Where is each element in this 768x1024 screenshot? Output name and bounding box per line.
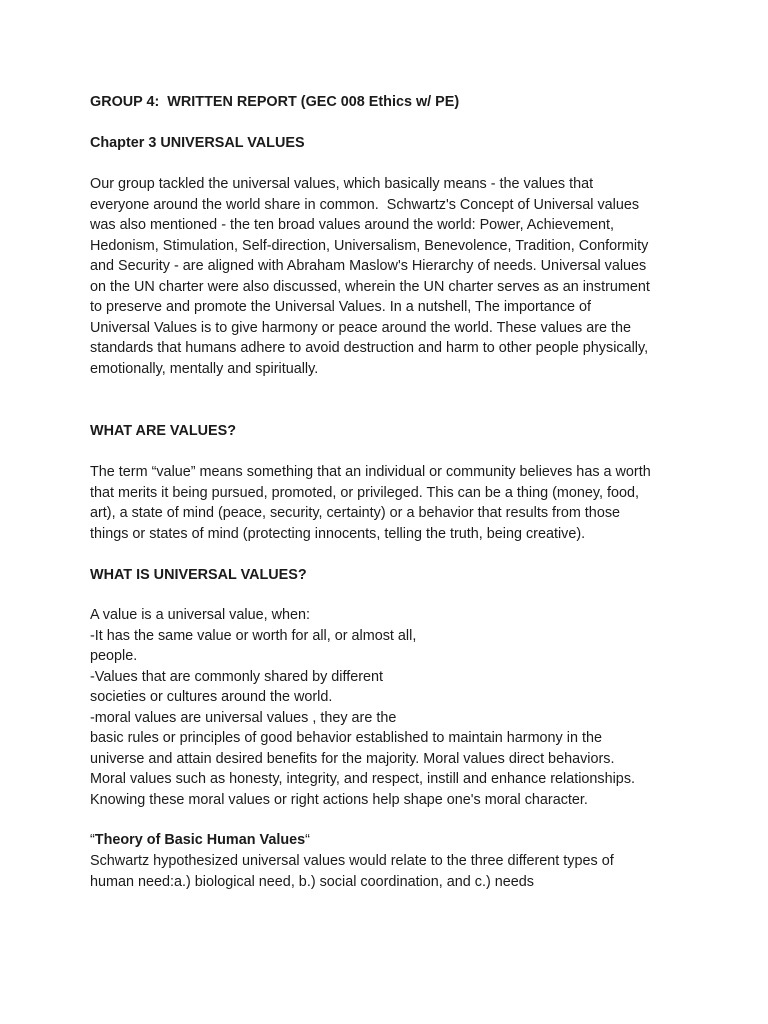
paragraph-line: basic rules or principles of good behavior established to maintain harmony in the	[90, 730, 602, 746]
paragraph-line: that merits it being pursued, promoted, or privileged. This can be a thing (money, food,	[90, 484, 640, 501]
paragraph-line: Knowing these moral values or right actions help shape one's moral character.	[90, 791, 588, 808]
paragraph-line: emotionally, mentally and spiritually.	[90, 360, 319, 377]
paragraph-line: and Security - are aligned with Abraham Maslow's Hierarchy of needs. Universal values	[90, 258, 647, 274]
paragraph-line: Hedonism, Stimulation, Self-direction, Universalism, Benevolence, Tradition, Conformity	[90, 237, 649, 254]
paragraph-line: societies or cultures around the world.	[90, 689, 333, 705]
paragraph-line: universe and attain desired benefits for the majority. Moral values direct behaviors.	[90, 750, 615, 767]
paragraph-line: The term “value” means something that an individual or community believes has a worth	[90, 464, 651, 480]
paragraph-line: standards that humans adhere to avoid destruction and harm to other people physically,	[90, 340, 649, 356]
close-quote: “	[305, 832, 310, 848]
section-heading-what-are-values: WHAT ARE VALUES?	[90, 423, 237, 439]
paragraph-line: -moral values are universal values , they are the	[90, 709, 397, 726]
paragraph-line: Our group tackled the universal values, which basically means - the values that	[90, 176, 594, 192]
theory-heading-text: Theory of Basic Human Values	[94, 832, 306, 848]
paragraph-line: on the UN charter were also discussed, wherein the UN charter serves as an instrument	[90, 278, 650, 295]
paragraph-line: Universal Values is to give harmony or peace around the world. These values are the	[90, 319, 632, 336]
paragraph-line: human need:a.) biological need, b.) social coordination, and c.) needs	[90, 873, 534, 890]
paragraph-line: things or states of mind (protecting innocents, telling the truth, being creative).	[90, 525, 586, 542]
open-quote: “	[90, 832, 95, 848]
paragraph-line: Moral values such as honesty, integrity, and respect, instill and enhance relationships.	[90, 771, 636, 787]
paragraph-line: -It has the same value or worth for all, or almost all,	[90, 627, 417, 644]
paragraph-line: A value is a universal value, when:	[90, 607, 310, 623]
document-title: GROUP 4: WRITTEN REPORT (GEC 008 Ethics w/ PE)	[90, 94, 460, 110]
section-heading-universal-values: WHAT IS UNIVERSAL VALUES?	[90, 567, 307, 583]
paragraph-line: people.	[90, 648, 138, 664]
paragraph-line: -Values that are commonly shared by different	[90, 668, 384, 685]
paragraph-line: to preserve and promote the Universal Values. In a nutshell, The importance of	[90, 299, 592, 315]
chapter-heading: Chapter 3 UNIVERSAL VALUES	[90, 135, 305, 151]
theory-heading	[90, 830, 310, 851]
paragraph-line: everyone around the world share in common. Schwartz's Concept of Universal values	[90, 196, 640, 213]
paragraph-line: art), a state of mind (peace, security, certainty) or a behavior that results from those	[90, 505, 621, 521]
paragraph-line: Schwartz hypothesized universal values would relate to the three different types of	[90, 853, 614, 869]
paragraph-line: was also mentioned - the ten broad values around the world: Power, Achievement,	[90, 217, 614, 233]
